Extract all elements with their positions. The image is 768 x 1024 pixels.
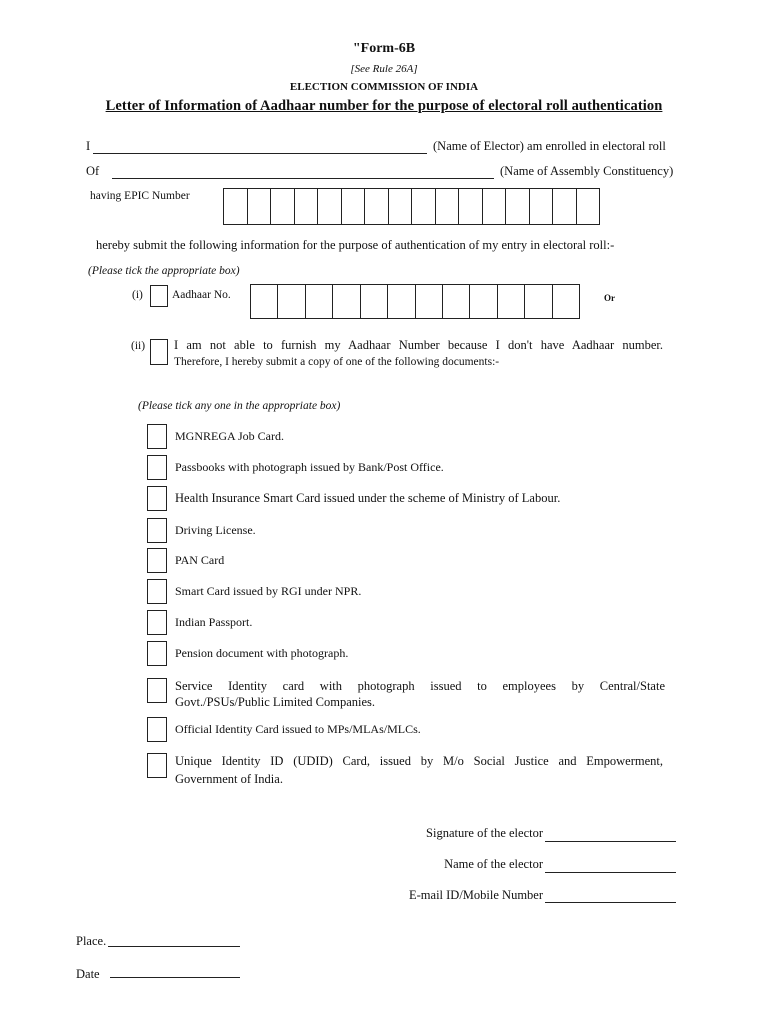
elector-name-hint: (Name of Elector) am enrolled in electoral roll xyxy=(433,139,666,153)
constituency-field[interactable] xyxy=(112,178,494,179)
form-number: "Form-6B xyxy=(352,41,416,56)
document-checkbox[interactable] xyxy=(147,678,167,703)
document-label: Driving License. xyxy=(175,523,256,537)
document-label-line-1: Unique Identity ID (UDID) Card, issued by M/o Social Justice and Empowerment, xyxy=(175,754,663,768)
date-field[interactable] xyxy=(110,977,240,978)
i-prefix: I xyxy=(86,139,91,153)
aadhaar-number-boxes[interactable] xyxy=(250,284,580,319)
document-label: PAN Card xyxy=(175,553,225,567)
or-separator: Or xyxy=(604,293,615,303)
document-label-line-2: Govt./PSUs/Public Limited Companies. xyxy=(175,695,376,709)
document-label: Smart Card issued by RGI under NPR. xyxy=(175,584,362,598)
constituency-hint: (Name of Assembly Constituency) xyxy=(500,164,674,178)
aadhaar-label: Aadhaar No. xyxy=(172,289,231,301)
epic-label: having EPIC Number xyxy=(90,190,190,202)
document-label-line-2: Government of India. xyxy=(175,772,283,786)
page-title: Letter of Information of Aadhaar number for the purpose of electoral roll authentication xyxy=(105,98,663,114)
statement-text: hereby submit the following information for the purpose of authentication of my entry in electoral roll:- xyxy=(96,238,615,252)
document-label: Pension document with photograph. xyxy=(175,646,349,660)
document-label: Indian Passport. xyxy=(175,615,253,629)
document-checkbox[interactable] xyxy=(147,610,167,635)
document-checkbox[interactable] xyxy=(147,455,167,480)
document-checkbox[interactable] xyxy=(147,753,167,778)
option-ii-checkbox[interactable] xyxy=(150,339,168,365)
place-label: Place. xyxy=(76,934,107,948)
of-prefix: Of xyxy=(86,164,100,178)
document-checkbox[interactable] xyxy=(147,424,167,449)
document-checkbox[interactable] xyxy=(147,579,167,604)
contact-field[interactable] xyxy=(545,902,676,903)
document-checkbox[interactable] xyxy=(147,486,167,511)
option-ii-line-2: Therefore, I hereby submit a copy of one of the following documents:- xyxy=(174,356,500,368)
document-label: MGNREGA Job Card. xyxy=(175,429,285,443)
elector-name-sign-field[interactable] xyxy=(545,872,676,873)
document-label xyxy=(175,678,665,710)
contact-label: E-mail ID/Mobile Number xyxy=(409,888,543,902)
document-checkbox[interactable] xyxy=(147,548,167,573)
document-label: Passbooks with photograph issued by Bank/Post Office. xyxy=(175,460,444,474)
option-i-checkbox[interactable] xyxy=(150,285,168,307)
date-label: Date xyxy=(76,967,100,981)
document-checkbox[interactable] xyxy=(147,641,167,666)
option-ii-line-1: I am not able to furnish my Aadhaar Number because I don't have Aadhaar number. xyxy=(174,338,663,352)
document-checkbox[interactable] xyxy=(147,717,167,742)
option-ii-number: (ii) xyxy=(131,340,146,352)
tick-one-note: (Please tick any one in the appropriate box) xyxy=(138,400,341,412)
issuing-authority: ELECTION COMMISSION OF INDIA xyxy=(289,81,479,93)
document-label: Official Identity Card issued to MPs/MLAs/MLCs. xyxy=(175,722,421,736)
signature-label: Signature of the elector xyxy=(426,826,543,840)
place-field[interactable] xyxy=(108,946,240,947)
document-label-line-1: Service Identity card with photograph issued to employees by Central/State xyxy=(175,679,665,693)
option-i-number: (i) xyxy=(132,289,143,301)
elector-name-field[interactable] xyxy=(93,153,427,154)
signature-field[interactable] xyxy=(545,841,676,842)
document-label xyxy=(175,752,663,788)
epic-number-boxes[interactable] xyxy=(223,188,600,225)
rule-reference: [See Rule 26A] xyxy=(350,63,418,75)
document-label: Health Insurance Smart Card issued under the scheme of Ministry of Labour. xyxy=(175,491,561,505)
tick-note: (Please tick the appropriate box) xyxy=(88,265,240,277)
document-checkbox[interactable] xyxy=(147,518,167,543)
elector-name-label: Name of the elector xyxy=(444,857,543,871)
